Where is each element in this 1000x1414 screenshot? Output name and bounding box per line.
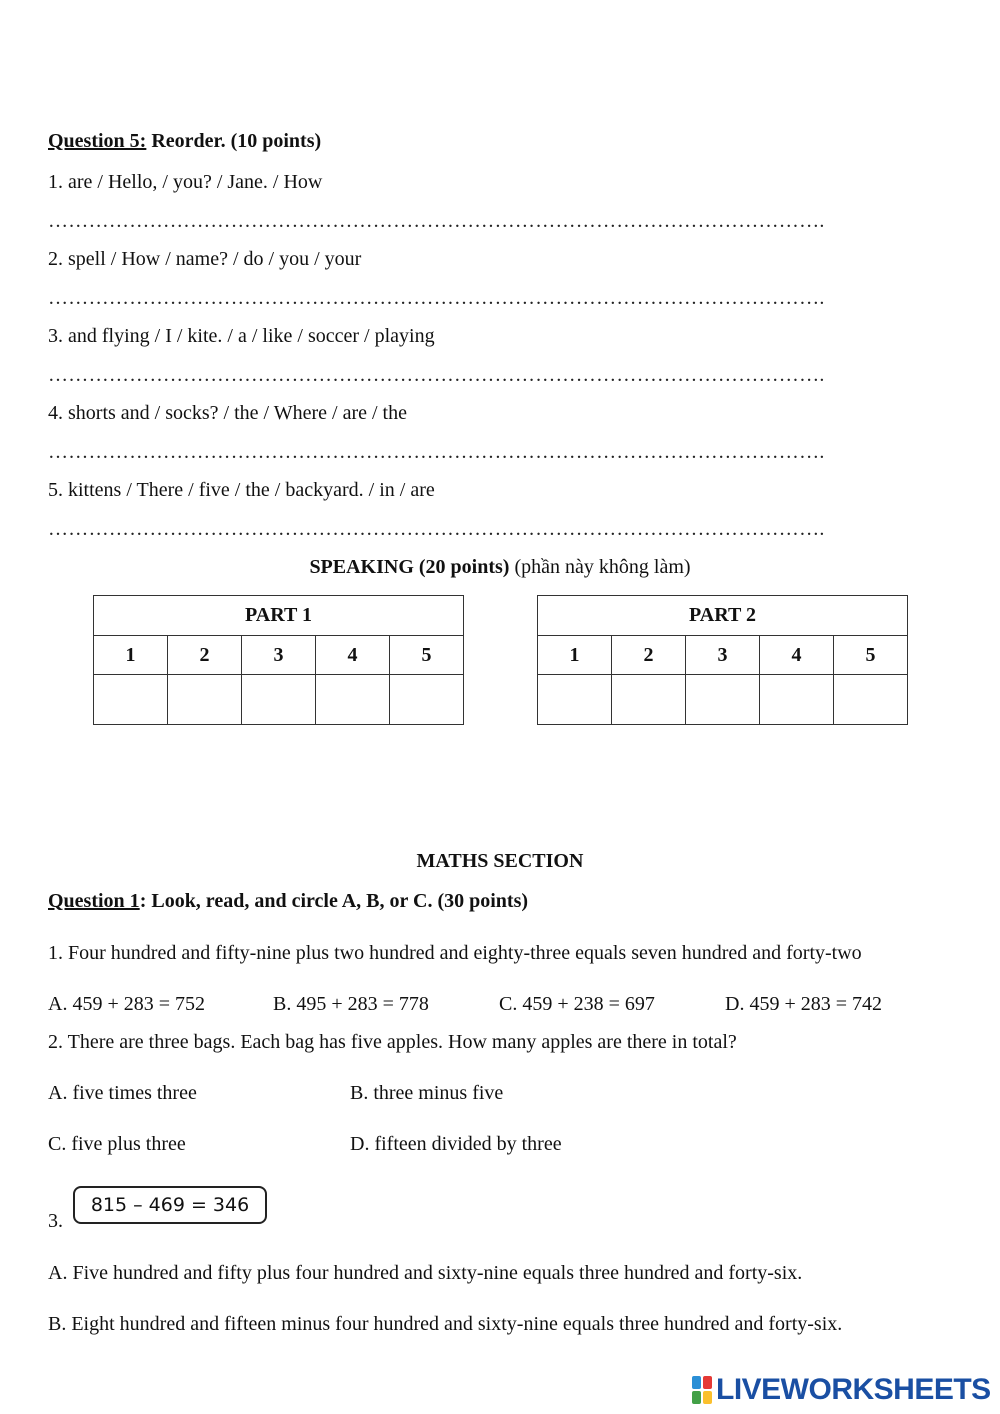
option-a[interactable]: A. Five hundred and fifty plus four hundred and sixty-nine equals three hundred and forty-six. bbox=[48, 1262, 803, 1284]
part1-title: PART 1 bbox=[94, 596, 464, 636]
speaking-title: SPEAKING (20 points) bbox=[309, 556, 510, 578]
logo-text: LIVEWORKSHEETS bbox=[716, 1373, 991, 1406]
option-d[interactable]: D. fifteen divided by three bbox=[350, 1133, 562, 1155]
reorder-item-1: 1. are / Hello, / you? / Jane. / How bbox=[48, 171, 323, 193]
speaking-part1-table bbox=[93, 595, 464, 725]
reorder-item-4: 4. shorts and / socks? / the / Where / are / the bbox=[48, 402, 407, 424]
part1-col-3: 3 bbox=[242, 636, 316, 675]
part2-col-3: 3 bbox=[686, 636, 760, 675]
answer-line-2[interactable]: ……………………………………………………………………………………………………. bbox=[48, 287, 825, 309]
option-d[interactable]: D. 459 + 283 = 742 bbox=[725, 993, 883, 1015]
option-a[interactable]: A. five times three bbox=[48, 1082, 197, 1104]
part1-score-cell[interactable] bbox=[316, 675, 390, 725]
option-c[interactable]: C. five plus three bbox=[48, 1133, 186, 1155]
part2-score-cell[interactable] bbox=[686, 675, 760, 725]
option-b[interactable]: B. 495 + 283 = 778 bbox=[273, 993, 429, 1015]
question-number: Question 1 bbox=[48, 890, 140, 912]
part2-col-1: 1 bbox=[538, 636, 612, 675]
option-a[interactable]: A. 459 + 283 = 752 bbox=[48, 993, 206, 1015]
reorder-item-5: 5. kittens / There / five / the / backyard. / in / are bbox=[48, 479, 435, 501]
answer-line-5[interactable]: ……………………………………………………………………………………………………. bbox=[48, 518, 825, 540]
speaking-heading bbox=[0, 556, 1000, 579]
part2-title: PART 2 bbox=[538, 596, 908, 636]
part2-score-cell[interactable] bbox=[612, 675, 686, 725]
part2-col-5: 5 bbox=[834, 636, 908, 675]
part1-col-2: 2 bbox=[168, 636, 242, 675]
part1-col-5: 5 bbox=[390, 636, 464, 675]
maths-section-title: MATHS SECTION bbox=[416, 850, 584, 872]
part2-score-cell[interactable] bbox=[760, 675, 834, 725]
maths-item-1-text: 1. Four hundred and fifty-nine plus two hundred and eighty-three equals seven hundred and forty-two bbox=[48, 942, 862, 964]
part2-col-4: 4 bbox=[760, 636, 834, 675]
part2-col-2: 2 bbox=[612, 636, 686, 675]
reorder-item-3: 3. and flying / I / kite. / a / like / soccer / playing bbox=[48, 325, 435, 347]
answer-line-3[interactable]: ……………………………………………………………………………………………………. bbox=[48, 364, 825, 386]
option-b[interactable]: B. Eight hundred and fifteen minus four hundred and sixty-nine equals three hundred and forty-six. bbox=[48, 1313, 843, 1335]
answer-line-1[interactable]: ……………………………………………………………………………………………………. bbox=[48, 210, 825, 232]
maths-item-2-text: 2. There are three bags. Each bag has five apples. How many apples are there in total? bbox=[48, 1031, 737, 1053]
answer-line-4[interactable]: ……………………………………………………………………………………………………. bbox=[48, 441, 825, 463]
maths-item-3-number: 3. bbox=[48, 1210, 63, 1232]
reorder-item-2: 2. spell / How / name? / do / you / your bbox=[48, 248, 362, 270]
question-number: Question 5: bbox=[48, 130, 147, 152]
question-title: Reorder. (10 points) bbox=[146, 130, 322, 152]
part1-score-cell[interactable] bbox=[242, 675, 316, 725]
question-title: : Look, read, and circle A, B, or C. (30 points) bbox=[139, 890, 529, 912]
question-5-heading bbox=[48, 130, 321, 153]
option-c[interactable]: C. 459 + 238 = 697 bbox=[499, 993, 655, 1015]
speaking-note: (phần này không làm) bbox=[509, 556, 691, 578]
part1-col-1: 1 bbox=[94, 636, 168, 675]
part1-col-4: 4 bbox=[316, 636, 390, 675]
option-b[interactable]: B. three minus five bbox=[350, 1082, 504, 1104]
part1-score-cell[interactable] bbox=[94, 675, 168, 725]
liveworksheets-logo bbox=[692, 1373, 991, 1407]
maths-question-1-heading bbox=[48, 890, 528, 913]
part2-score-cell[interactable] bbox=[538, 675, 612, 725]
part1-score-cell[interactable] bbox=[390, 675, 464, 725]
part1-score-cell[interactable] bbox=[168, 675, 242, 725]
part2-score-cell[interactable] bbox=[834, 675, 908, 725]
liveworksheets-logo-icon bbox=[692, 1376, 712, 1404]
speaking-part2-table bbox=[537, 595, 908, 725]
equation-box: 815 – 469 = 346 bbox=[73, 1186, 267, 1224]
